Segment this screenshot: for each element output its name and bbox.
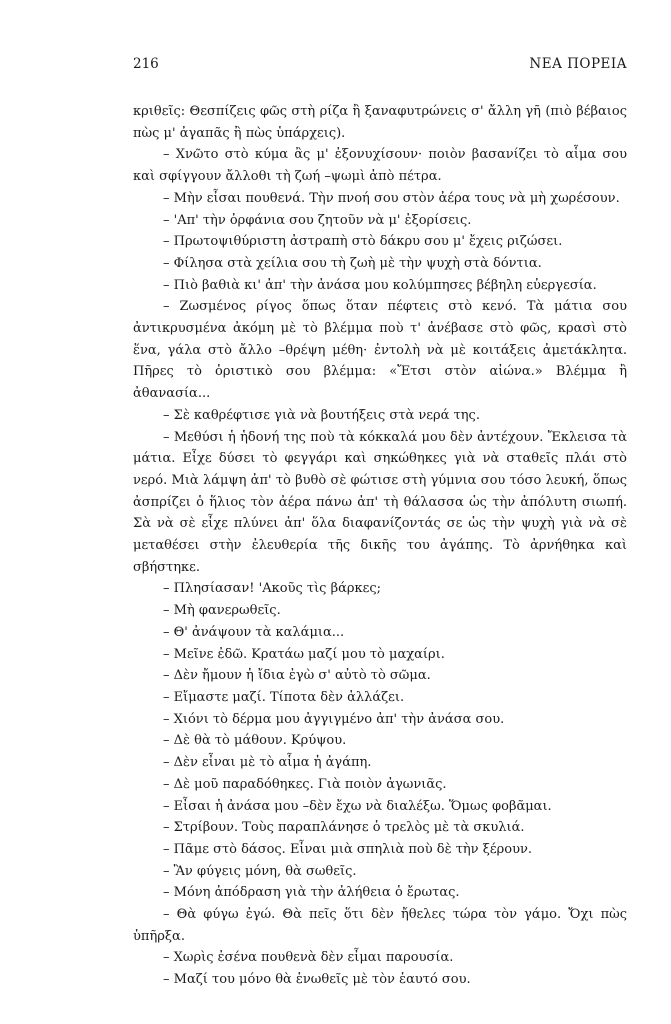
paragraph: – Μόνη ἀπόδραση γιὰ τὴν ἀλήθεια ὁ ἔρωτας. xyxy=(163,885,460,901)
paragraph: – Μὴ φανερωθεῖς. xyxy=(163,603,281,619)
paragraph: – Εἴμαστε μαζί. Τίποτα δὲν ἀλλάζει. xyxy=(163,689,405,705)
page-header xyxy=(133,56,627,76)
paragraph: – Στρίβουν. Τοὺς παραπλάνησε ὁ τρελὸς μὲ τὰ σκυλιά. xyxy=(163,820,525,836)
body-text xyxy=(133,101,627,991)
paragraph: – Θ' ἀνάψουν τὰ καλάμια... xyxy=(163,624,345,640)
paragraph: – Μὴν εἶσαι πουθενά. Τὴν πνοή σου στὸν ἀέρα τους νὰ μὴ χωρέσουν. xyxy=(163,190,620,206)
paragraph: – Πᾶμε στὸ δάσος. Εἶναι μιὰ σπηλιὰ ποὺ δὲ τὴν ξέρουν. xyxy=(163,841,533,857)
paragraph: – Ἂν φύγεις μόνη, θὰ σωθεῖς. xyxy=(163,863,357,879)
paragraph: – Μαζί του μόνο θὰ ἑνωθεῖς μὲ τὸν ἑαυτό σου. xyxy=(163,972,471,988)
paragraph: – Πρωτοψιθύριστη ἀστραπὴ στὸ δάκρυ σου μ' ἔχεις ριζώσει. xyxy=(163,234,563,250)
paragraph: – Θὰ φύγω ἐγώ. Θὰ πεῖς ὅτι δὲν ἤθελες τώρα τὸν γάμο. Ὄχι πὼς ὑπῆρξα. xyxy=(133,907,627,944)
paragraph: – Μεῖνε ἐδῶ. Κρατάω μαζί μου τὸ μαχαίρι. xyxy=(163,646,445,662)
paragraph: – Δὲν ἤμουν ἡ ἴδια ἐγὼ σ' αὐτὸ τὸ σῶμα. xyxy=(163,668,431,684)
paragraph: – Εἶσαι ἡ ἀνάσα μου –δὲν ἔχω νὰ διαλέξω. Ὅμως φοβᾶμαι. xyxy=(163,798,552,814)
paragraph: – Ζωσμένος ρίγος ὅπως ὅταν πέφτεις στὸ κενό. Τὰ μάτια σου ἀντικρυσμένα ἀκόμη μὲ τὸ βλέμμα ποὺ τ' ἀνέβασε στὸ φῶς, κρασὶ στὸ ἕνα, γάλα στὸ ἄλλο –θρέψη μέθη· ἐντολὴ νὰ μὲ κοιτάξεις ἀμετάκλητα. Πῆρες τὸ ὁριστικὸ σου βλέμμα: «Ἔτσι στὸν αἰώνα.» Βλέμμα ἢ ἀθανασία... xyxy=(133,299,627,402)
paragraph: – Δὲ θὰ τὸ μάθουν. Κρύψου. xyxy=(163,733,347,749)
paragraph: – Μεθύσι ἡ ἡδονή της ποὺ τὰ κόκκαλά μου δὲν ἀντέχουν. Ἔκλεισα τὰ μάτια. Εἶχε δύσει τὸ φεγγάρι καὶ σηκώθηκες γιὰ νὰ σταθεῖς πλάι στὸ νερό. Μιὰ λάμψη ἀπ' τὸ βυθὸ σὲ φώτισε στὴ γύμνια σου τόσο λευκή, ὅπως ἀσπρίζει ὁ ἥλιος τὸν ἀέρα πάνω ἀπ' τὴ θάλασσα ὡς τὴν ἀπόλυτη σιωπή. Σὰ νὰ σὲ εἶχε πλύνει ἀπ' ὅλα διαφανίζοντάς σε ὡς τὴν ψυχὴ γιὰ νὰ σὲ μεταθέσει στὴν ἐλευθερία τῆς δικῆς του ἀγάπης. Τὸ ἀρνήθηκα καὶ σβήστηκε. xyxy=(133,429,627,575)
paragraph: – Φίλησα στὰ χείλια σου τὴ ζωὴ μὲ τὴν ψυχὴ στὰ δόντια. xyxy=(163,255,542,271)
paragraph: κριθεῖς: Θεσπίζεις φῶς στὴ ρίζα ἢ ξαναφυτρώνεις σ' ἄλλη γῆ (πιὸ βέβαιος πὼς μ' ἀγαπᾶς ἢ πὼς ὑπάρχεις). xyxy=(133,104,627,141)
paragraph: – Δὲν εἶναι μὲ τὸ αἷμα ἡ ἀγάπη. xyxy=(163,755,372,771)
running-title: ΝΕΑ ΠΟΡΕΙΑ xyxy=(529,56,627,72)
paragraph: – Χωρὶς ἐσένα πουθενὰ δὲν εἶμαι παρουσία. xyxy=(163,950,454,966)
paragraph: – Χιόνι τὸ δέρμα μου ἀγγιγμένο ἀπ' τὴν ἀνάσα σου. xyxy=(163,711,505,727)
page-number: 216 xyxy=(133,56,159,72)
paragraph: – Πλησίασαν! 'Ακοῦς τὶς βάρκες; xyxy=(163,581,382,597)
paragraph: – Δὲ μοῦ παραδόθηκες. Γιὰ ποιὸν ἀγωνιᾶς. xyxy=(163,776,447,792)
paragraph: – Σὲ καθρέφτισε γιὰ νὰ βουτήξεις στὰ νερά της. xyxy=(163,407,480,423)
paragraph: – Χνῶτο στὸ κύμα ἂς μ' ἐξονυχίσουν· ποιὸν βασανίζει τὸ αἷμα σου καὶ σφίγγουν ἄλλοθι τὴ ζωή –ψωμὶ ἀπὸ πέτρα. xyxy=(133,147,627,185)
paragraph: – 'Απ' τὴν ὀρφάνια σου ζητοῦν νὰ μ' ἐξορίσεις. xyxy=(163,212,472,228)
paragraph: – Πιὸ βαθιὰ κι' ἀπ' τὴν ἀνάσα μου κολύμπησες βέβηλη εὐεργεσία. xyxy=(163,277,597,293)
